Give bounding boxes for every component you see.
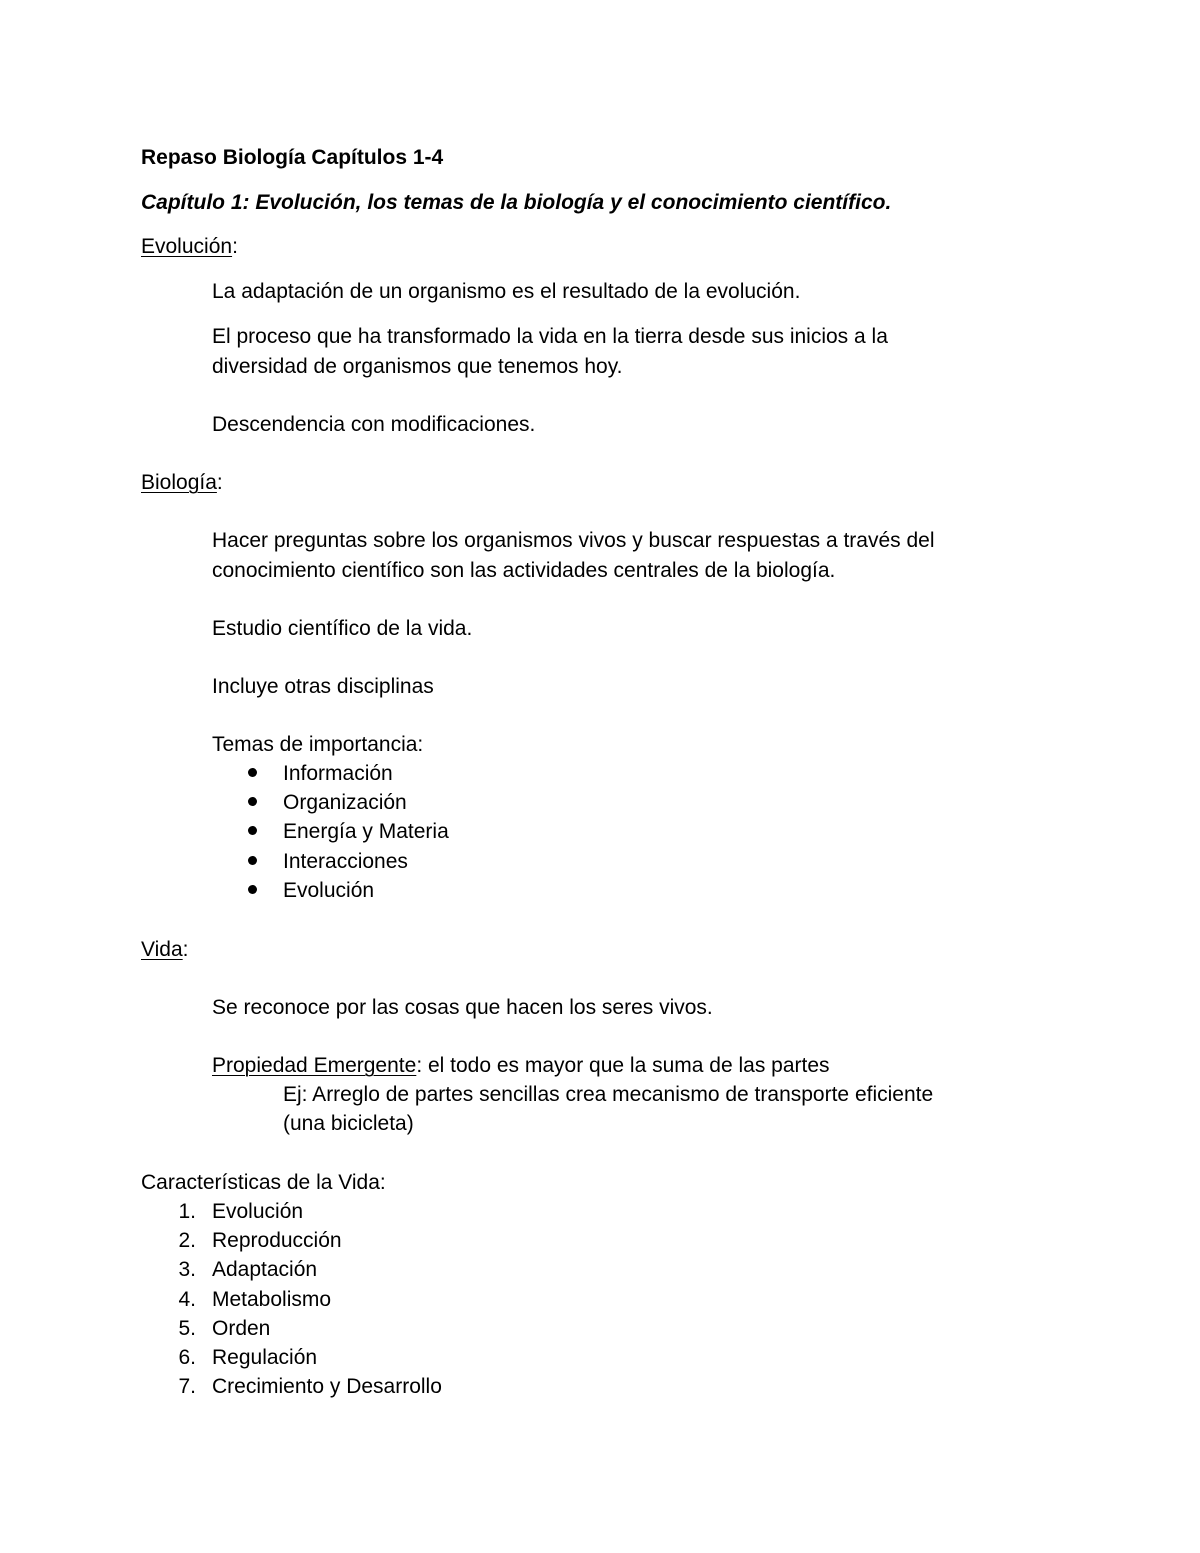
- document-title: Repaso Biología Capítulos 1-4: [141, 146, 444, 169]
- temas-list-item: Energía y Materia: [283, 820, 449, 843]
- biologia-paragraph-3: Incluye otras disciplinas: [212, 675, 434, 698]
- vida-colon: :: [182, 938, 189, 961]
- biologia-paragraph-1-line-2: conocimiento científico son las actividades centrales de la biología.: [212, 559, 836, 582]
- evolucion-heading-text: Evolución: [141, 235, 233, 258]
- list-item-text: Evolución: [212, 1200, 304, 1223]
- biologia-colon: :: [216, 471, 223, 494]
- vida-heading-text: Vida: [141, 938, 183, 961]
- chapter-heading: Capítulo 1: Evolución, los temas de la biología y el conocimiento científico.: [141, 191, 892, 214]
- bullet-icon: [248, 768, 257, 777]
- bullet-icon: [248, 856, 257, 865]
- list-item-number: 1.: [178, 1200, 196, 1223]
- biologia-paragraph-2: Estudio científico de la vida.: [212, 617, 473, 640]
- list-item-number: 5.: [178, 1317, 196, 1340]
- biologia-heading-text: Biología: [141, 471, 217, 494]
- list-item-text: Crecimiento y Desarrollo: [212, 1375, 442, 1398]
- evolucion-paragraph-3: Descendencia con modificaciones.: [212, 413, 536, 436]
- list-item-text: Metabolismo: [212, 1288, 332, 1311]
- temas-label: Temas de importancia:: [212, 733, 424, 756]
- temas-list-item: Evolución: [283, 879, 375, 902]
- temas-list-item: Información: [283, 762, 393, 785]
- evolucion-paragraph-1: La adaptación de un organismo es el resultado de la evolución.: [212, 280, 801, 303]
- evolucion-colon: :: [232, 235, 238, 258]
- bullet-icon: [248, 797, 257, 806]
- section-heading-vida: [141, 939, 189, 960]
- section-heading-biologia: [141, 472, 223, 493]
- list-item-number: 7.: [178, 1375, 196, 1398]
- list-item-number: 2.: [178, 1229, 196, 1252]
- propiedad-emergente-text: : el todo es mayor que la suma de las partes: [416, 1054, 830, 1077]
- evolucion-paragraph-2-line-1: El proceso que ha transformado la vida en la tierra desde sus inicios a la: [212, 325, 888, 348]
- evolucion-paragraph-2-line-2: diversidad de organismos que tenemos hoy.: [212, 355, 623, 378]
- list-item-text: Adaptación: [212, 1258, 318, 1281]
- vida-paragraph-1: Se reconoce por las cosas que hacen los seres vivos.: [212, 996, 713, 1019]
- temas-list-item: Organización: [283, 791, 407, 814]
- propiedad-emergente-line: [212, 1055, 830, 1076]
- bullet-icon: [248, 885, 257, 894]
- ejemplo-line-1: Ej: Arreglo de partes sencillas crea mecanismo de transporte eficiente: [283, 1083, 934, 1106]
- ejemplo-line-2: (una bicicleta): [283, 1112, 414, 1135]
- list-item-text: Regulación: [212, 1346, 318, 1369]
- list-item-number: 6.: [178, 1346, 196, 1369]
- biologia-paragraph-1-line-1: Hacer preguntas sobre los organismos vivos y buscar respuestas a través del: [212, 529, 935, 552]
- list-item-number: 3.: [178, 1258, 196, 1281]
- bullet-icon: [248, 826, 257, 835]
- list-item-text: Orden: [212, 1317, 271, 1340]
- caracteristicas-label: Características de la Vida:: [141, 1171, 386, 1194]
- list-item-text: Reproducción: [212, 1229, 342, 1252]
- propiedad-emergente-label: Propiedad Emergente: [212, 1054, 417, 1077]
- temas-list-item: Interacciones: [283, 850, 408, 873]
- list-item-number: 4.: [178, 1288, 196, 1311]
- section-heading-evolucion: [141, 236, 238, 257]
